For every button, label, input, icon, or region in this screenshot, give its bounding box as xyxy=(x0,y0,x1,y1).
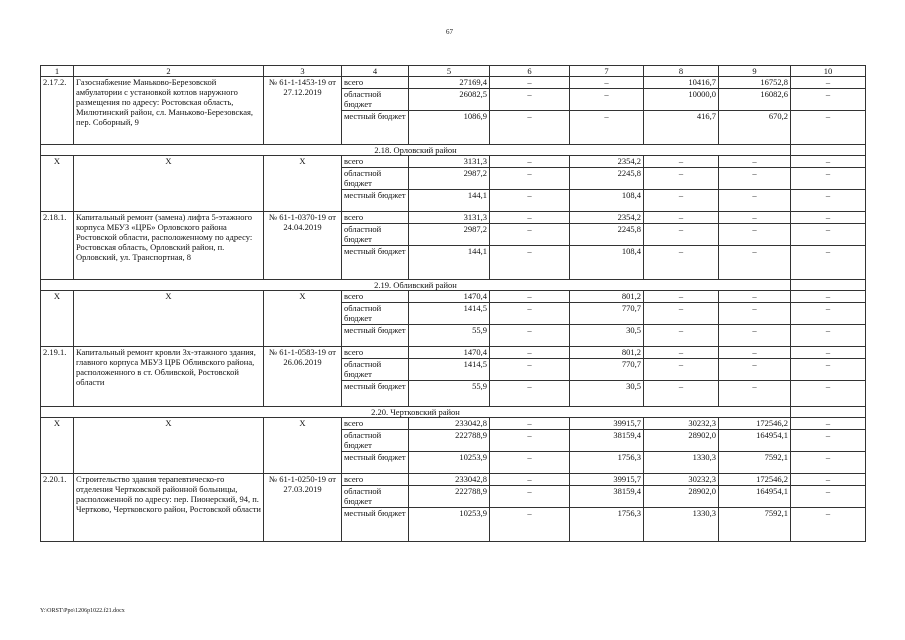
value-col6: – xyxy=(490,325,570,347)
funding-source: областной бюджет xyxy=(342,168,409,190)
value-col6: – xyxy=(490,381,570,407)
funding-source: местный бюджет xyxy=(342,190,409,212)
value-col9: – xyxy=(719,156,791,168)
value-col10: – xyxy=(791,418,866,430)
table-row xyxy=(41,291,866,303)
value-col7: 2245,8 xyxy=(570,168,644,190)
value-col7: 801,2 xyxy=(570,347,644,359)
funding-source: местный бюджет xyxy=(342,508,409,542)
column-header: 7 xyxy=(570,66,644,77)
value-col6: – xyxy=(490,291,570,303)
value-col9: 7592,1 xyxy=(719,508,791,542)
value-col8: – xyxy=(644,168,719,190)
item-document: X xyxy=(264,156,342,212)
table-row xyxy=(41,77,866,89)
value-col9: 16082,6 xyxy=(719,89,791,111)
value-col10: – xyxy=(791,111,866,145)
value-col5: 27169,4 xyxy=(409,77,490,89)
value-col8: – xyxy=(644,359,719,381)
value-col5: 144,1 xyxy=(409,190,490,212)
funding-source: всего xyxy=(342,474,409,486)
value-col7: – xyxy=(570,111,644,145)
section-empty-cell xyxy=(791,280,866,291)
footer-path: Y:\ORST\Ppo\1206p1022.f21.docx xyxy=(40,608,125,614)
value-col8: – xyxy=(644,381,719,407)
value-col10: – xyxy=(791,359,866,381)
value-col10: – xyxy=(791,156,866,168)
value-col5: 55,9 xyxy=(409,325,490,347)
value-col7: 1756,3 xyxy=(570,508,644,542)
item-document: № 61-1-0370-19 от 24.04.2019 xyxy=(264,212,342,280)
value-col9: – xyxy=(719,224,791,246)
column-header: 9 xyxy=(719,66,791,77)
item-name: Капитальный ремонт кровли 3х-этажного здания, главного корпуса МБУЗ ЦРБ Обливского района, расположенного в ст. Обливской, Ростовской области xyxy=(74,347,264,407)
value-col8: – xyxy=(644,156,719,168)
item-document: № 61-1-0250-19 от 27.03.2019 xyxy=(264,474,342,542)
value-col8: 416,7 xyxy=(644,111,719,145)
table-row xyxy=(41,212,866,224)
column-header: 5 xyxy=(409,66,490,77)
value-col5: 222788,9 xyxy=(409,486,490,508)
value-col9: 164954,1 xyxy=(719,486,791,508)
value-col10: – xyxy=(791,303,866,325)
funding-source: всего xyxy=(342,347,409,359)
value-col8: 1330,3 xyxy=(644,508,719,542)
funding-source: местный бюджет xyxy=(342,246,409,280)
value-col6: – xyxy=(490,156,570,168)
value-col10: – xyxy=(791,190,866,212)
item-name: X xyxy=(74,156,264,212)
value-col7: – xyxy=(570,77,644,89)
column-header: 1 xyxy=(41,66,74,77)
value-col8: – xyxy=(644,303,719,325)
value-col5: 55,9 xyxy=(409,381,490,407)
funding-source: всего xyxy=(342,418,409,430)
item-document: X xyxy=(264,291,342,347)
funding-source: всего xyxy=(342,77,409,89)
value-col5: 26082,5 xyxy=(409,89,490,111)
value-col5: 10253,9 xyxy=(409,452,490,474)
value-col8: 1330,3 xyxy=(644,452,719,474)
table-row xyxy=(41,347,866,359)
budget-table xyxy=(40,65,866,542)
value-col7: 2354,2 xyxy=(570,156,644,168)
value-col6: – xyxy=(490,430,570,452)
value-col6: – xyxy=(490,246,570,280)
value-col9: 164954,1 xyxy=(719,430,791,452)
value-col7: 2354,2 xyxy=(570,212,644,224)
value-col8: – xyxy=(644,325,719,347)
value-col6: – xyxy=(490,190,570,212)
value-col8: – xyxy=(644,224,719,246)
value-col6: – xyxy=(490,224,570,246)
value-col8: – xyxy=(644,246,719,280)
value-col7: 39915,7 xyxy=(570,474,644,486)
funding-source: местный бюджет xyxy=(342,452,409,474)
value-col10: – xyxy=(791,168,866,190)
column-header: 2 xyxy=(74,66,264,77)
item-number: 2.17.2. xyxy=(41,77,74,145)
value-col10: – xyxy=(791,325,866,347)
value-col6: – xyxy=(490,486,570,508)
item-number: 2.18.1. xyxy=(41,212,74,280)
value-col9: – xyxy=(719,347,791,359)
value-col9: – xyxy=(719,325,791,347)
value-col8: 10000,0 xyxy=(644,89,719,111)
value-col6: – xyxy=(490,347,570,359)
section-empty-cell xyxy=(791,407,866,418)
value-col10: – xyxy=(791,474,866,486)
value-col5: 1470,4 xyxy=(409,291,490,303)
column-header: 6 xyxy=(490,66,570,77)
section-row xyxy=(41,407,866,418)
value-col9: – xyxy=(719,190,791,212)
value-col5: 1086,9 xyxy=(409,111,490,145)
value-col9: 7592,1 xyxy=(719,452,791,474)
funding-source: местный бюджет xyxy=(342,325,409,347)
value-col9: – xyxy=(719,359,791,381)
value-col5: 3131,3 xyxy=(409,156,490,168)
value-col9: 670,2 xyxy=(719,111,791,145)
funding-source: областной бюджет xyxy=(342,486,409,508)
value-col10: – xyxy=(791,291,866,303)
page-number: 67 xyxy=(446,28,453,36)
item-name: Строительство здания терапевтическо-го отделения Чертковской районной больницы, расположенной по адресу: пер. Пионерский, 94, п. Чертково, Чертковского район, Ростовской области xyxy=(74,474,264,542)
value-col6: – xyxy=(490,452,570,474)
value-col5: 3131,3 xyxy=(409,212,490,224)
value-col5: 2987,2 xyxy=(409,224,490,246)
value-col10: – xyxy=(791,508,866,542)
value-col6: – xyxy=(490,508,570,542)
value-col9: – xyxy=(719,212,791,224)
value-col8: 10416,7 xyxy=(644,77,719,89)
value-col9: 16752,8 xyxy=(719,77,791,89)
column-header: 8 xyxy=(644,66,719,77)
value-col10: – xyxy=(791,452,866,474)
value-col7: 1756,3 xyxy=(570,452,644,474)
section-row xyxy=(41,280,866,291)
value-col9: – xyxy=(719,291,791,303)
value-col10: – xyxy=(791,486,866,508)
value-col6: – xyxy=(490,359,570,381)
item-number: 2.19.1. xyxy=(41,347,74,407)
value-col9: – xyxy=(719,303,791,325)
item-name: Капитальный ремонт (замена) лифта 5-этажного корпуса МБУЗ «ЦРБ» Орловского района Ростовской области, расположенному по адресу: Ростовская область, Орловский район, п. Орловский, ул. Транспортная, 8 xyxy=(74,212,264,280)
value-col5: 1470,4 xyxy=(409,347,490,359)
value-col8: 28902,0 xyxy=(644,430,719,452)
value-col6: – xyxy=(490,111,570,145)
value-col10: – xyxy=(791,246,866,280)
table-row xyxy=(41,156,866,168)
value-col6: – xyxy=(490,168,570,190)
funding-source: местный бюджет xyxy=(342,111,409,145)
value-col7: 30,5 xyxy=(570,381,644,407)
value-col8: – xyxy=(644,212,719,224)
value-col9: – xyxy=(719,168,791,190)
funding-source: всего xyxy=(342,291,409,303)
value-col5: 222788,9 xyxy=(409,430,490,452)
section-empty-cell xyxy=(791,145,866,156)
value-col5: 233042,8 xyxy=(409,474,490,486)
value-col8: – xyxy=(644,291,719,303)
funding-source: всего xyxy=(342,156,409,168)
item-number: 2.20.1. xyxy=(41,474,74,542)
value-col5: 2987,2 xyxy=(409,168,490,190)
value-col8: – xyxy=(644,190,719,212)
value-col7: 2245,8 xyxy=(570,224,644,246)
value-col6: – xyxy=(490,212,570,224)
column-header: 10 xyxy=(791,66,866,77)
value-col10: – xyxy=(791,212,866,224)
value-col7: – xyxy=(570,89,644,111)
funding-source: областной бюджет xyxy=(342,89,409,111)
funding-source: областной бюджет xyxy=(342,303,409,325)
value-col7: 38159,4 xyxy=(570,430,644,452)
table-row xyxy=(41,474,866,486)
funding-source: областной бюджет xyxy=(342,359,409,381)
item-number: X xyxy=(41,418,74,474)
value-col6: – xyxy=(490,77,570,89)
item-name: X xyxy=(74,418,264,474)
funding-source: всего xyxy=(342,212,409,224)
value-col9: – xyxy=(719,246,791,280)
value-col5: 1414,5 xyxy=(409,303,490,325)
value-col10: – xyxy=(791,347,866,359)
value-col10: – xyxy=(791,430,866,452)
value-col5: 10253,9 xyxy=(409,508,490,542)
item-name: X xyxy=(74,291,264,347)
value-col9: 172546,2 xyxy=(719,418,791,430)
item-document: X xyxy=(264,418,342,474)
section-title: 2.20. Чертковский район xyxy=(41,407,791,418)
value-col7: 801,2 xyxy=(570,291,644,303)
value-col7: 770,7 xyxy=(570,303,644,325)
value-col8: 30232,3 xyxy=(644,474,719,486)
value-col7: 39915,7 xyxy=(570,418,644,430)
item-number: X xyxy=(41,156,74,212)
value-col5: 233042,8 xyxy=(409,418,490,430)
item-document: № 61-1-0583-19 от 26.06.2019 xyxy=(264,347,342,407)
value-col6: – xyxy=(490,474,570,486)
value-col8: 28902,0 xyxy=(644,486,719,508)
funding-source: областной бюджет xyxy=(342,224,409,246)
value-col5: 1414,5 xyxy=(409,359,490,381)
value-col5: 144,1 xyxy=(409,246,490,280)
value-col7: 770,7 xyxy=(570,359,644,381)
section-title: 2.19. Обливский район xyxy=(41,280,791,291)
value-col7: 108,4 xyxy=(570,246,644,280)
value-col7: 38159,4 xyxy=(570,486,644,508)
value-col6: – xyxy=(490,303,570,325)
value-col8: 30232,3 xyxy=(644,418,719,430)
value-col10: – xyxy=(791,89,866,111)
value-col6: – xyxy=(490,89,570,111)
value-col10: – xyxy=(791,77,866,89)
value-col9: – xyxy=(719,381,791,407)
value-col10: – xyxy=(791,224,866,246)
value-col9: 172546,2 xyxy=(719,474,791,486)
table-row xyxy=(41,418,866,430)
funding-source: местный бюджет xyxy=(342,381,409,407)
item-document: № 61-1-1453-19 от 27.12.2019 xyxy=(264,77,342,145)
column-header: 4 xyxy=(342,66,409,77)
funding-source: областной бюджет xyxy=(342,430,409,452)
item-name: Газоснабжение Маньково-Березовской амбулатории с установкой котлов наружного размещения по адресу: Ростовская область, Милютинский район, сл. Маньково-Березовская, пер. Соборный, 9 xyxy=(74,77,264,145)
section-title: 2.18. Орловский район xyxy=(41,145,791,156)
column-header: 3 xyxy=(264,66,342,77)
header-row xyxy=(41,66,866,77)
item-number: X xyxy=(41,291,74,347)
value-col6: – xyxy=(490,418,570,430)
section-row xyxy=(41,145,866,156)
value-col7: 30,5 xyxy=(570,325,644,347)
table-body xyxy=(41,66,866,542)
value-col10: – xyxy=(791,381,866,407)
value-col8: – xyxy=(644,347,719,359)
value-col7: 108,4 xyxy=(570,190,644,212)
